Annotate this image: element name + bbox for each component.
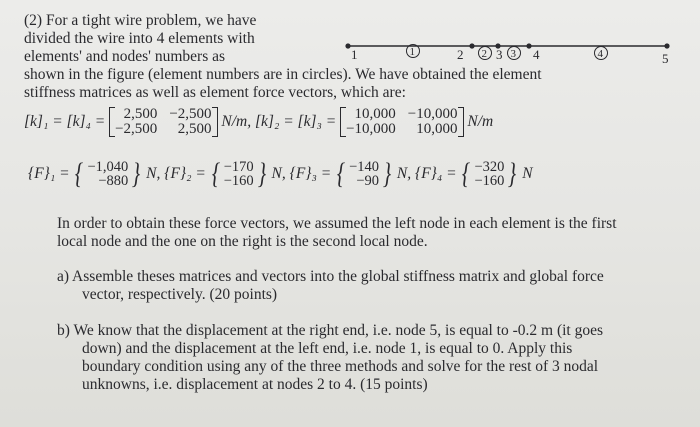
node-label-5: 5 [662,51,669,66]
node-label-2: 2 [457,47,464,62]
matrix-cell: −10,000 [407,106,458,123]
brace-close: } [132,157,141,191]
part-b-line-4: unknowns, i.e. displacement at nodes 2 to 4. (15 points) [82,376,428,393]
element-label-1: 1 [409,46,415,58]
matrix-cell: −2,500 [169,106,212,123]
stiffness-row [24,105,493,139]
problem-line-1: (2) For a tight wire problem, we have [24,12,257,29]
f3-label: N, {F}₃ = [271,165,332,182]
problem-line-5: stiffness matrices as well as element force vectors, which are: [24,84,406,101]
element-label-3: 3 [510,48,516,60]
node-dot [526,43,531,48]
part-b-line-3: boundary condition using any of the three methods and solve for the rest of 3 nodal [82,358,599,375]
k23-matrix [340,107,463,137]
f2-label: N, {F}₂ = [146,165,206,182]
node-dot [345,43,350,48]
vector-cell: −160 [474,173,505,190]
node-label-1: 1 [351,47,358,62]
brace-close: } [508,157,517,191]
matrix-cell: −2,500 [115,121,158,138]
f4-vector [472,160,506,188]
part-b-line-1: b) We know that the displacement at the right end, i.e. node 5, is equal to -0.2 m (it goes [57,322,604,339]
vector-cell: −880 [98,173,129,190]
f3-vector [347,160,381,188]
problem-line-4: shown in the figure (element numbers are in circles). We have obtained the element [24,66,542,83]
matrix-cell: 2,500 [177,121,212,138]
body-line-1: In order to obtain these force vectors, we assumed the left node in each element is the first [57,215,617,232]
node-dot [664,43,669,48]
f4-label: N, {F}₄ = [396,165,457,182]
f1-label: {F}₁ = [28,165,70,182]
vector-cell: −1,040 [87,159,129,176]
f1-vector [85,160,130,188]
body-line-2: local node and the one on the right is the second local node. [57,233,428,250]
node-dot [469,43,474,48]
problem-line-3: elements' and nodes' numbers as [24,48,226,65]
element-label-4: 4 [597,48,603,60]
node-label-3: 3 [496,47,503,62]
brace-open: { [211,157,220,191]
vector-cell: −90 [356,173,380,190]
brace-open: { [336,157,346,191]
f2-vector [222,160,256,188]
f-unit: N [522,165,533,182]
matrix-cell: 2,500 [123,106,158,123]
part-a-line-2: vector, respectively. (20 points) [82,286,278,303]
unit-label-2: N/m [467,113,494,130]
element-label-2: 2 [481,48,487,60]
k14-matrix [109,107,217,137]
brace-open: { [462,157,471,191]
node-label-4: 4 [533,47,540,62]
matrix-cell: −10,000 [346,121,396,138]
brace-close: } [257,157,266,191]
vector-cell: −140 [349,159,380,176]
wire-diagram [345,37,675,67]
vector-cell: −160 [223,173,254,190]
matrix-cell: 10,000 [416,121,458,138]
brace-close: } [382,157,392,191]
matrix-cell: 10,000 [354,106,396,123]
part-a-line-1: a) Assemble theses matrices and vectors into the global stiffness matrix and global force [57,268,604,285]
part-b-line-2: down) and the displacement at the left end, i.e. node 1, is equal to 0. Apply this [82,340,573,357]
vector-cell: −170 [223,159,254,176]
brace-open: { [75,157,84,191]
vector-cell: −320 [474,159,505,176]
forces-row [28,158,533,190]
k14-label: [k]₁ = [k]₄ = [24,113,106,130]
problem-line-2: divided the wire into 4 elements with [24,30,255,47]
unit-label-1: N/m, [k]₂ = [k]₃ = [221,113,337,130]
